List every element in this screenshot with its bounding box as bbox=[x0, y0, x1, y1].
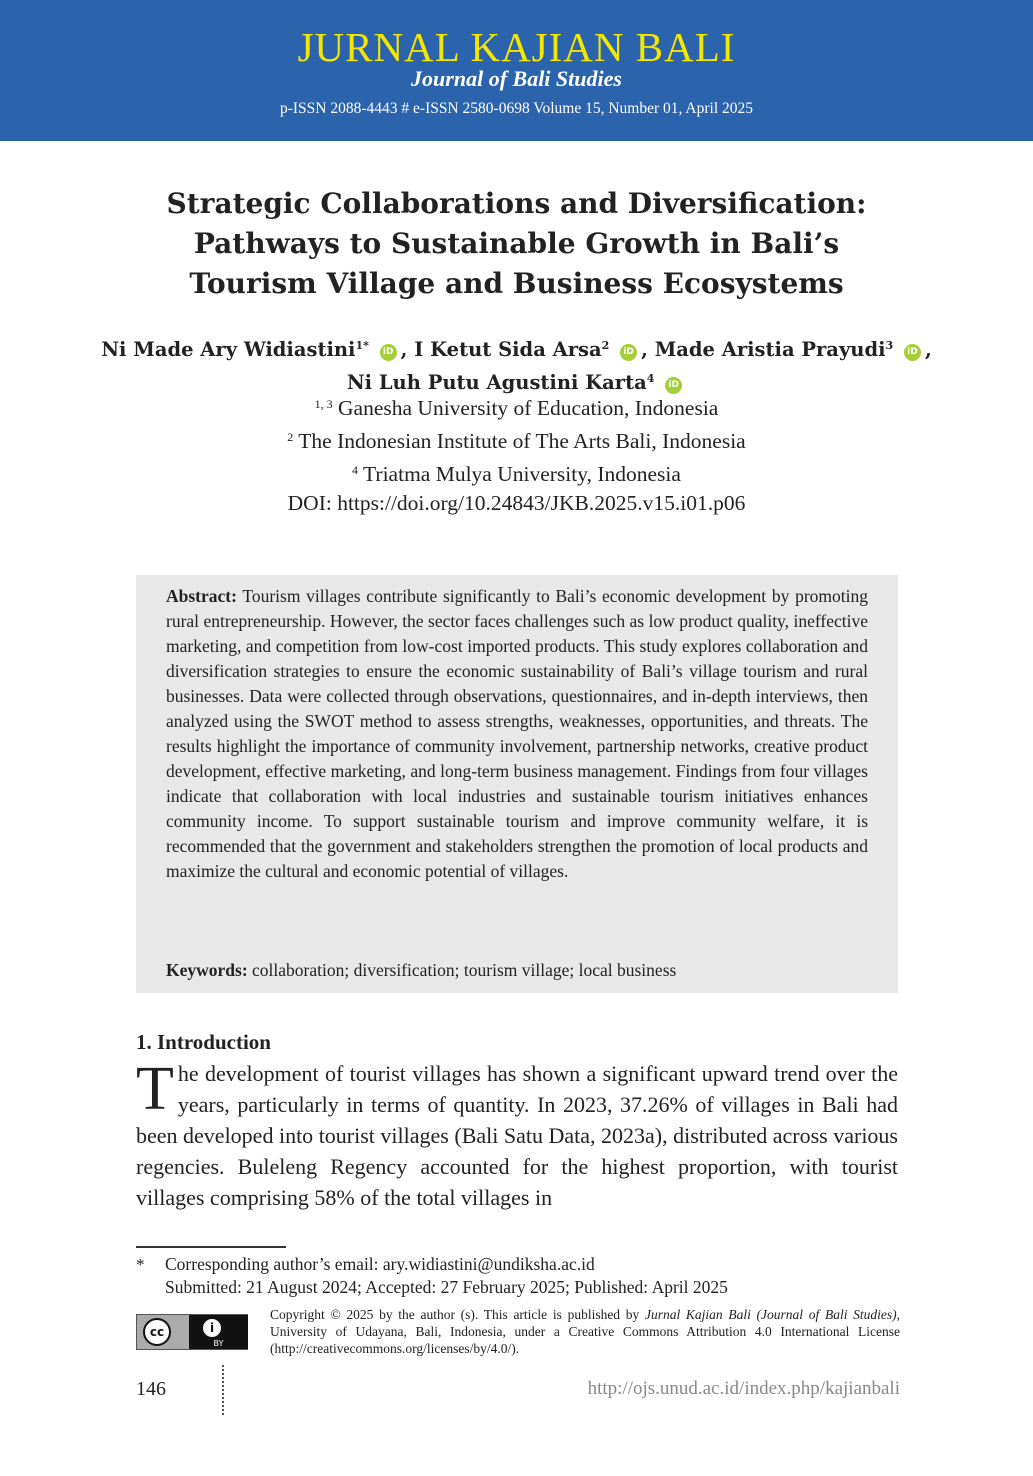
author-separator: , bbox=[641, 338, 648, 361]
footnote bbox=[165, 1253, 728, 1299]
author-line bbox=[60, 331, 973, 364]
title-line: Pathways to Sustainable Growth in Bali’s bbox=[193, 227, 840, 260]
author-affil-marker: 4 bbox=[646, 372, 655, 385]
affiliation bbox=[60, 423, 973, 456]
affiliation-text: The Indonesian Institute of The Arts Bali, Indonesia bbox=[298, 429, 746, 453]
author-name: I Ketut Sida Arsa bbox=[414, 338, 602, 361]
affiliation-text: Ganesha University of Education, Indonesia bbox=[338, 396, 719, 420]
keywords bbox=[166, 958, 868, 983]
title-line: Tourism Village and Business Ecosystems bbox=[189, 267, 844, 300]
footer-divider bbox=[222, 1365, 224, 1415]
orcid-icon[interactable]: iD bbox=[380, 344, 397, 361]
journal-url-link[interactable]: http://ojs.unud.ac.id/index.php/kajianbali bbox=[587, 1378, 900, 1399]
submission-dates: Submitted: 21 August 2024; Accepted: 27 February 2025; Published: April 2025 bbox=[165, 1277, 728, 1297]
cc-icon: cc bbox=[143, 1318, 171, 1346]
affiliation-marker: 4 bbox=[352, 463, 359, 477]
copyright-text: Copyright © 2025 by the author (s). This article is published by bbox=[270, 1307, 645, 1322]
cc-by-license-badge[interactable] bbox=[136, 1314, 248, 1350]
author-affil-marker: 2 bbox=[601, 339, 610, 352]
author-separator: , bbox=[400, 338, 408, 361]
abstract-label: Abstract: bbox=[166, 586, 237, 606]
author-affil-marker: 1* bbox=[355, 339, 369, 352]
drop-cap: T bbox=[136, 1055, 174, 1123]
abstract-box bbox=[136, 575, 898, 993]
article-title bbox=[100, 184, 933, 304]
introduction-paragraph bbox=[136, 1055, 898, 1213]
abstract-text: Tourism villages contribute significantly to Bali’s economic development by promoting rural entrepreneurship. However, the sector faces challenges such as low product quality, ineffective marketing, and competition from low-cost imported products. This study explores collaboration and diversification strategies to ensure the economic sustainability of Bali’s village tourism and rural businesses. Data were collected through observations, questionnaires, and in-depth interviews, then analyzed using the SWOT method to assess strengths, weaknesses, opportunities, and threats. The results highlight the importance of community involvement, partnership networks, creative product development, effective marketing, and long-term business management. Findings from four villages indicate that collaboration with local industries and sustainable tourism initiatives enhances community income. To support sustainable tourism and improve community welfare, it is recommended that the government and stakeholders strengthen the promotion of local products and maximize the cultural and economic potential of villages. bbox=[166, 586, 869, 881]
issn-line: p-ISSN 2088-4443 # e-ISSN 2580-0698 Volume 15, Number 01, April 2025 bbox=[279, 100, 754, 117]
affiliation-marker: 1, 3 bbox=[314, 397, 333, 411]
orcid-icon[interactable]: iD bbox=[620, 344, 637, 361]
author-affil-marker: 3 bbox=[885, 339, 894, 352]
by-label: BY bbox=[213, 1339, 224, 1348]
affiliation bbox=[60, 456, 973, 489]
footnote-marker: * bbox=[136, 1255, 145, 1274]
affiliations bbox=[60, 390, 973, 518]
copyright-text: , University of Udayana, Bali, Indonesia, under a Creative Commons Attribution 4.0 International License (http://creativecommons.org/licenses/by/4.0/). bbox=[270, 1307, 901, 1356]
journal-header bbox=[0, 0, 1033, 141]
author-list bbox=[60, 331, 973, 397]
author-name: Made Aristia Prayudi bbox=[654, 338, 886, 361]
keywords-text: collaboration; diversification; tourism village; local business bbox=[252, 960, 677, 980]
corresponding-author: Corresponding author’s email: ary.widiastini@undiksha.ac.id bbox=[165, 1254, 595, 1274]
attribution-person-icon: i bbox=[201, 1317, 223, 1339]
abstract bbox=[166, 584, 868, 884]
title-line: Strategic Collaborations and Diversification: bbox=[166, 187, 867, 220]
affiliation bbox=[60, 390, 973, 423]
footnote-divider bbox=[136, 1246, 286, 1248]
affiliation-text: Triatma Mulya University, Indonesia bbox=[363, 462, 681, 486]
section-heading: 1. Introduction bbox=[136, 1030, 271, 1054]
journal-subtitle: Journal of Bali Studies bbox=[411, 66, 622, 91]
orcid-icon[interactable]: iD bbox=[665, 377, 682, 394]
introduction-text: he development of tourist villages has shown a significant upward trend over the years, particularly in terms of quantity. In 2023, 37.26% of villages in Bali had been developed into tourist villages (Bali Satu Data, 2023a), distributed across various regencies. Buleleng Regency accounted for the highest proportion, with tourist villages comprising 58% of the total villages in bbox=[136, 1061, 898, 1210]
keywords-label: Keywords: bbox=[166, 960, 248, 980]
copyright-notice bbox=[270, 1306, 900, 1357]
orcid-icon[interactable]: iD bbox=[904, 344, 921, 361]
affiliation-marker: 2 bbox=[287, 430, 294, 444]
copyright-journal: Jurnal Kajian Bali (Journal of Bali Studies) bbox=[644, 1307, 897, 1322]
author-separator: , bbox=[924, 338, 932, 361]
author-name: Ni Made Ary Widiastini bbox=[101, 338, 356, 361]
page-number: 146 bbox=[136, 1378, 166, 1400]
doi-link[interactable]: DOI: https://doi.org/10.24843/JKB.2025.v15.i01.p06 bbox=[287, 491, 746, 515]
journal-name: JURNAL KAJIAN BALI bbox=[297, 24, 736, 70]
author-name: Ni Luh Putu Agustini Karta bbox=[346, 371, 647, 394]
